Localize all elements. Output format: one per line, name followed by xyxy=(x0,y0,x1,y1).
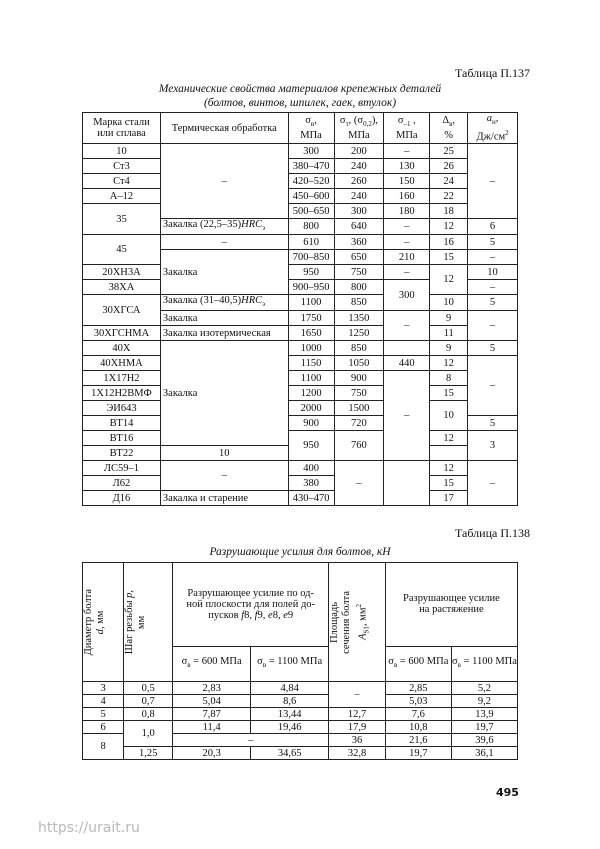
cell: А–12 xyxy=(83,189,161,204)
cell: 380–470 xyxy=(288,159,334,174)
cell xyxy=(384,461,430,506)
table-row xyxy=(83,356,518,371)
cell: 12 xyxy=(430,219,468,235)
cell: 750 xyxy=(334,386,384,401)
footer-url[interactable]: https://urait.ru xyxy=(38,820,140,836)
cell: 40ХНМА xyxy=(83,356,161,371)
table-row xyxy=(83,341,518,356)
cell: 1500 xyxy=(334,401,384,416)
cell: 800 xyxy=(334,280,384,295)
cell: 5,03 xyxy=(385,695,451,708)
cell: 21,6 xyxy=(385,734,451,747)
cell: 18 xyxy=(430,204,468,219)
cell: 2,83 xyxy=(173,682,251,695)
header-area: Площадь сечения болта $A_{S1}$, $мм^2$ xyxy=(329,563,386,682)
cell: 1,25 xyxy=(124,747,173,760)
header-material: Марка стали или сплава xyxy=(83,113,161,144)
cell: 5,04 xyxy=(173,695,251,708)
cell: ЛС59–1 xyxy=(83,461,161,476)
cell: ВТ22 xyxy=(83,446,161,461)
cell: 240 xyxy=(334,159,384,174)
cell: 40Х xyxy=(83,341,161,356)
table-row xyxy=(83,491,518,506)
table-row xyxy=(83,144,518,159)
cell: 5 xyxy=(83,708,124,721)
cell: 300 xyxy=(334,204,384,219)
table-137-label: Таблица П.137 xyxy=(455,66,530,80)
cell: 300 xyxy=(288,144,334,159)
cell: 400 xyxy=(288,461,334,476)
header-a-h: $a_н$, $Дж/см^2$ xyxy=(468,113,518,144)
table-row xyxy=(83,695,518,708)
cell: 1Х12Н2ВМФ xyxy=(83,386,161,401)
cell: 1250 xyxy=(334,326,384,341)
cell: 10 xyxy=(83,144,161,159)
cell: – xyxy=(160,235,288,250)
cell: 5 xyxy=(468,295,518,311)
header-diameter: Диаметр болта d, мм xyxy=(83,563,124,682)
table-row xyxy=(83,747,518,760)
cell: 15 xyxy=(430,250,468,265)
table-row xyxy=(83,401,518,416)
header-tension: Разрушающее усилие на растяжение xyxy=(385,563,517,647)
cell: 8 xyxy=(83,734,124,760)
cell: 1350 xyxy=(334,311,384,326)
cell: 900–950 xyxy=(288,280,334,295)
cell: – xyxy=(334,461,384,506)
cell: 5,2 xyxy=(451,682,517,695)
cell: 9 xyxy=(430,341,468,356)
cell: 900 xyxy=(334,371,384,386)
cell: 10,8 xyxy=(385,721,451,734)
cell: Закалка и старение xyxy=(160,491,288,506)
cell: 1Х17Н2 xyxy=(83,371,161,386)
cell: 160 xyxy=(384,189,430,204)
header-pitch: Шаг резьбы p, мм xyxy=(124,563,173,682)
cell: – xyxy=(468,280,518,295)
cell: 34,65 xyxy=(251,747,329,760)
table-row xyxy=(83,295,518,311)
cell: 45 xyxy=(83,235,161,265)
table-row xyxy=(83,204,518,219)
cell: 16 xyxy=(430,235,468,250)
cell: 4,84 xyxy=(251,682,329,695)
cell: 0,7 xyxy=(124,695,173,708)
cell: 720 xyxy=(334,416,384,431)
table-137-title-line1: Механические свойства материалов крепежных деталей xyxy=(158,83,442,95)
cell: ВТ16 xyxy=(83,431,161,446)
cell: 35 xyxy=(83,204,161,235)
cell: 8,6 xyxy=(251,695,329,708)
cell: Закалка $(31-40,5)HRC_э$ xyxy=(160,295,288,311)
table-row xyxy=(83,461,518,476)
cell: Закалка xyxy=(160,311,288,326)
cell: 3 xyxy=(468,431,518,461)
cell: 13,9 xyxy=(451,708,517,721)
cell: 10 xyxy=(430,295,468,311)
cell: 1,0 xyxy=(124,721,173,747)
cell: 36,1 xyxy=(451,747,517,760)
header-sigma-b: $\sigma_в$, МПа xyxy=(288,113,334,144)
page-number: 495 xyxy=(496,786,519,799)
cell: 36 xyxy=(329,734,386,747)
cell: 7,87 xyxy=(173,708,251,721)
cell: ЭИ643 xyxy=(83,401,161,416)
table-138-title: Разрушающие усилия для болтов, кН xyxy=(209,546,391,558)
cell: 26 xyxy=(430,159,468,174)
cell: – xyxy=(468,356,518,416)
table-137-title xyxy=(82,82,518,110)
table-138 xyxy=(82,562,518,760)
cell: 12 xyxy=(430,461,468,476)
cell: 3 xyxy=(83,682,124,695)
cell: 450–600 xyxy=(288,189,334,204)
cell: 11,4 xyxy=(173,721,251,734)
table-row xyxy=(83,326,518,341)
table-row xyxy=(83,476,518,491)
cell xyxy=(384,341,430,356)
cell: 12,7 xyxy=(329,708,386,721)
header-sigma-1100: $\sigma_в = 1100$ МПа xyxy=(251,646,329,681)
table-row xyxy=(83,174,518,189)
cell: 750 xyxy=(334,265,384,280)
cell: 10 xyxy=(430,401,468,431)
cell: 1000 xyxy=(288,341,334,356)
cell: Л62 xyxy=(83,476,161,491)
cell: 360 xyxy=(334,235,384,250)
cell: – xyxy=(468,250,518,265)
cell: 420–520 xyxy=(288,174,334,189)
cell: – xyxy=(384,371,430,461)
cell: 900 xyxy=(288,416,334,431)
cell: Д16 xyxy=(83,491,161,506)
table-row xyxy=(83,682,518,695)
cell: 38ХА xyxy=(83,280,161,295)
cell: 12 xyxy=(430,431,468,446)
cell: 1150 xyxy=(288,356,334,371)
cell: 500–650 xyxy=(288,204,334,219)
cell: – xyxy=(160,144,288,219)
cell: 950 xyxy=(288,265,334,280)
cell: 30ХГСНМА xyxy=(83,326,161,341)
cell: 24 xyxy=(430,174,468,189)
table-row xyxy=(83,189,518,204)
cell: – xyxy=(384,265,430,280)
cell: – xyxy=(160,461,288,491)
cell: – xyxy=(468,311,518,341)
cell: 19,7 xyxy=(385,747,451,760)
cell: – xyxy=(468,461,518,506)
cell: 1750 xyxy=(288,311,334,326)
cell: – xyxy=(384,235,430,250)
cell: 850 xyxy=(334,295,384,311)
header-sigma-m1: $\sigma_{-1}$ , МПа xyxy=(384,113,430,144)
cell: 9,2 xyxy=(451,695,517,708)
cell: 12 xyxy=(430,356,468,371)
cell: 180 xyxy=(384,204,430,219)
header-delta: $\Delta_в$, % xyxy=(430,113,468,144)
cell: 150 xyxy=(384,174,430,189)
cell: 25 xyxy=(430,144,468,159)
cell: 2,85 xyxy=(385,682,451,695)
cell: 700–850 xyxy=(288,250,334,265)
cell: 9 xyxy=(430,311,468,326)
table-137-title-line2: (болтов, винтов, шпилек, гаек, втулок) xyxy=(203,97,397,109)
cell: 11 xyxy=(430,326,468,341)
table-row xyxy=(83,371,518,386)
table-row xyxy=(83,265,518,280)
cell: 4 xyxy=(83,695,124,708)
table-row xyxy=(83,431,518,446)
table-138-header-row xyxy=(83,563,518,647)
cell: – xyxy=(173,734,329,747)
cell: 6 xyxy=(83,721,124,734)
cell: 15 xyxy=(430,386,468,401)
cell: 850 xyxy=(334,341,384,356)
cell: 8 xyxy=(430,371,468,386)
table-row xyxy=(83,386,518,401)
table-row xyxy=(83,708,518,721)
cell: 300 xyxy=(384,280,430,311)
header-treatment: Термическая обработка xyxy=(160,113,288,144)
cell: 0,5 xyxy=(124,682,173,695)
cell: 5 xyxy=(468,235,518,250)
cell: 7,6 xyxy=(385,708,451,721)
cell: 15 xyxy=(430,476,468,491)
cell: Закалка $(22,5-35)HRC_э$ xyxy=(160,219,288,235)
cell: 32,8 xyxy=(329,747,386,760)
cell: 12 xyxy=(430,265,468,295)
cell: – xyxy=(384,219,430,235)
cell: 760 xyxy=(334,431,384,461)
cell: 1650 xyxy=(288,326,334,341)
cell: 13,44 xyxy=(251,708,329,721)
table-row xyxy=(83,159,518,174)
cell: Ст3 xyxy=(83,159,161,174)
table-138-label: Таблица П.138 xyxy=(455,526,530,540)
cell: 640 xyxy=(334,219,384,235)
cell: 10 xyxy=(468,265,518,280)
header-sigma-600: $\sigma_в = 600$ МПа xyxy=(173,646,251,681)
table-row xyxy=(83,235,518,250)
cell: Закалка изотермическая xyxy=(160,326,288,341)
cell: 17 xyxy=(430,491,468,506)
header-sigma-t: $\sigma_т$, $(\sigma_{0,2})$, МПа xyxy=(334,113,384,144)
cell: 1100 xyxy=(288,371,334,386)
cell: 39,6 xyxy=(451,734,517,747)
cell: 210 xyxy=(384,250,430,265)
cell: 240 xyxy=(334,189,384,204)
cell: – xyxy=(468,144,518,219)
cell: 10 xyxy=(160,446,288,461)
cell: 6 xyxy=(468,219,518,235)
cell: 610 xyxy=(288,235,334,250)
cell: 20ХН3А xyxy=(83,265,161,280)
cell: 5 xyxy=(468,416,518,431)
cell: 19,46 xyxy=(251,721,329,734)
cell: – xyxy=(384,311,430,341)
cell: – xyxy=(329,682,386,708)
cell: 800 xyxy=(288,219,334,235)
header-sigma-1100: $\sigma_в = 1100$ МПа xyxy=(451,646,517,681)
cell: 440 xyxy=(384,356,430,371)
cell: 1200 xyxy=(288,386,334,401)
cell: 650 xyxy=(334,250,384,265)
cell: 22 xyxy=(430,189,468,204)
header-sigma-600: $\sigma_в = 600$ МПа xyxy=(385,646,451,681)
cell: 430–470 xyxy=(288,491,334,506)
cell: 30ХГСА xyxy=(83,295,161,326)
cell: 200 xyxy=(334,144,384,159)
table-row xyxy=(83,721,518,734)
cell: 1100 xyxy=(288,295,334,311)
cell: 17,9 xyxy=(329,721,386,734)
cell: 0,8 xyxy=(124,708,173,721)
cell: Ст4 xyxy=(83,174,161,189)
cell: 130 xyxy=(384,159,430,174)
table-137 xyxy=(82,112,518,506)
cell: 950 xyxy=(288,431,334,461)
cell: Закалка xyxy=(160,341,288,446)
cell: – xyxy=(384,144,430,159)
cell: 260 xyxy=(334,174,384,189)
cell: Закалка xyxy=(160,250,288,295)
cell: 2000 xyxy=(288,401,334,416)
cell: ВТ14 xyxy=(83,416,161,431)
cell: 19,7 xyxy=(451,721,517,734)
cell: 380 xyxy=(288,476,334,491)
cell: 20,3 xyxy=(173,747,251,760)
cell: 5 xyxy=(468,341,518,356)
table-137-header-row xyxy=(83,113,518,144)
header-shear: Разрушающее усилие по од- ной плоскости для полей до- пусков f8, f9, e8, e9 xyxy=(173,563,329,647)
cell: 1050 xyxy=(334,356,384,371)
